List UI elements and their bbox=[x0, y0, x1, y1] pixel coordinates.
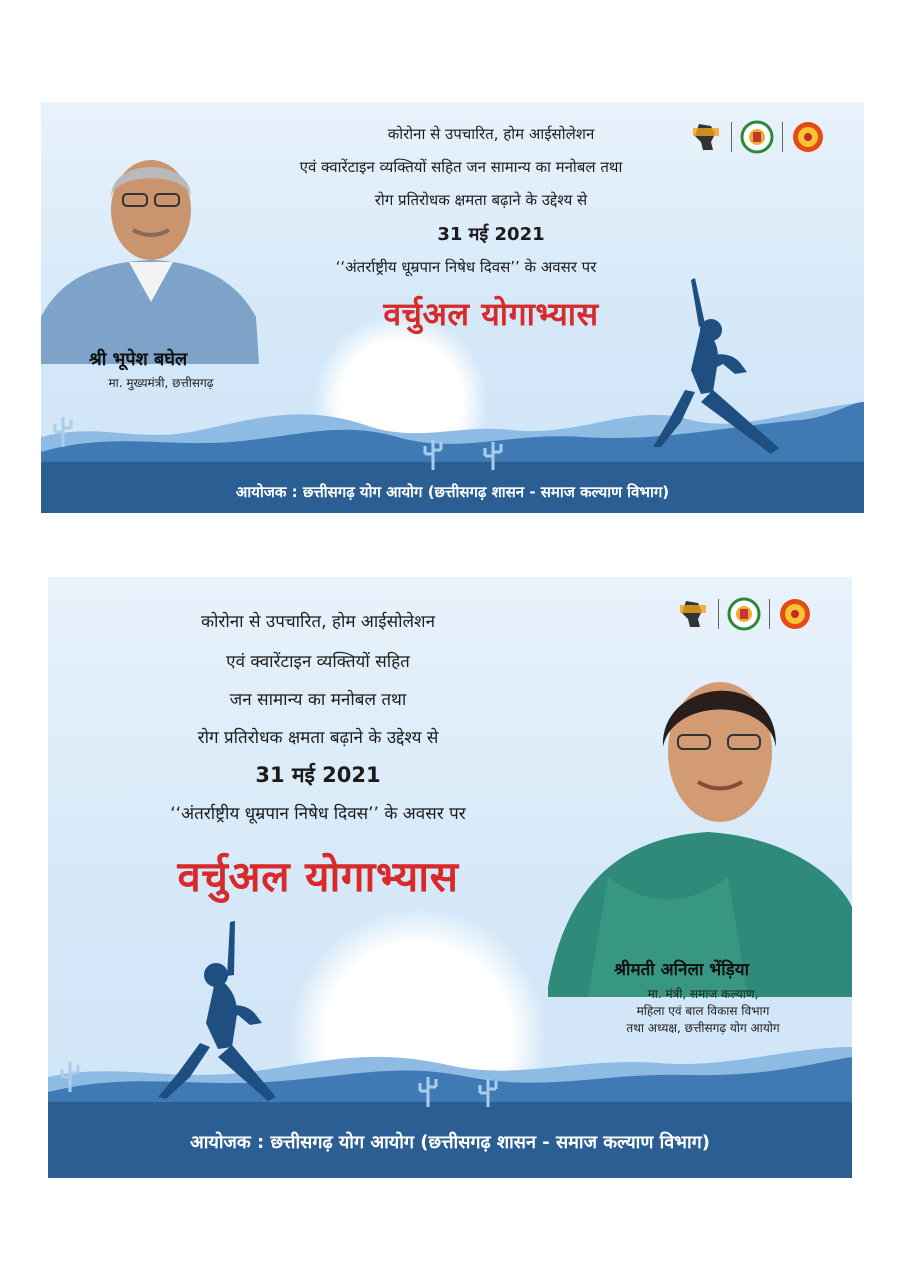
organizer-footer: आयोजक : छत्तीसगढ़ योग आयोग (छत्तीसगढ़ शासन - समाज कल्याण विभाग) bbox=[235, 483, 670, 501]
portrait-man bbox=[41, 102, 261, 372]
person-title: मा. मुख्यमंत्री, छत्तीसगढ़ bbox=[108, 376, 214, 390]
logo-strip bbox=[676, 597, 812, 631]
yoga-commission-logo bbox=[791, 120, 825, 154]
headline-virtual-yoga: वर्चुअल योगाभ्यास bbox=[177, 852, 459, 901]
portrait-woman bbox=[548, 682, 852, 997]
government-seal-logo bbox=[727, 597, 761, 631]
organizer-footer: आयोजक : छत्तीसगढ़ योग आयोग (छत्तीसगढ़ शासन - समाज कल्याण विभाग) bbox=[190, 1132, 710, 1153]
logo-separator bbox=[718, 599, 719, 629]
person-name: श्री भूपेश बघेल bbox=[89, 349, 188, 370]
person-title-line-1: मा. मंत्री, समाज कल्याण, bbox=[647, 987, 759, 1001]
banner-bottom bbox=[48, 577, 852, 1178]
logo-separator bbox=[769, 599, 770, 629]
person-title-line-2: महिला एवं बाल विकास विभाग bbox=[636, 1004, 770, 1018]
logo-separator bbox=[782, 122, 783, 152]
text-line-3: जन सामान्य का मनोबल तथा bbox=[229, 690, 407, 710]
person-title-line-3: तथा अध्यक्ष, छत्तीसगढ़ योग आयोग bbox=[626, 1021, 780, 1035]
text-line-3: रोग प्रतिरोधक क्षमता बढ़ाने के उद्देश्य से bbox=[374, 191, 588, 209]
headline-virtual-yoga: वर्चुअल योगाभ्यास bbox=[383, 295, 599, 333]
occasion-text: ‘‘अंतर्राष्ट्रीय धूम्रपान निषेध दिवस’’ के अवसर पर bbox=[170, 804, 466, 824]
event-date: 31 मई 2021 bbox=[255, 763, 381, 787]
banner-top bbox=[41, 102, 864, 513]
person-name: श्रीमती अनिला भेंड़िया bbox=[614, 960, 750, 980]
logo-separator bbox=[731, 122, 732, 152]
text-line-1: कोरोना से उपचारित, होम आईसोलेशन bbox=[200, 612, 436, 632]
occasion-text: ‘‘अंतर्राष्ट्रीय धूम्रपान निषेध दिवस’’ के अवसर पर bbox=[335, 258, 597, 276]
event-date: 31 मई 2021 bbox=[437, 224, 545, 245]
text-line-4: रोग प्रतिरोधक क्षमता बढ़ाने के उद्देश्य से bbox=[197, 728, 439, 748]
text-line-1: कोरोना से उपचारित, होम आईसोलेशन bbox=[387, 125, 595, 143]
chhattisgarh-map-logo bbox=[676, 597, 710, 631]
text-line-2: एवं क्वारेंटाइन व्यक्तियों सहित bbox=[226, 652, 410, 672]
text-line-2: एवं क्वारेंटाइन व्यक्तियों सहित जन सामान्य का मनोबल तथा bbox=[299, 158, 623, 176]
government-seal-logo bbox=[740, 120, 774, 154]
yoga-commission-logo bbox=[778, 597, 812, 631]
